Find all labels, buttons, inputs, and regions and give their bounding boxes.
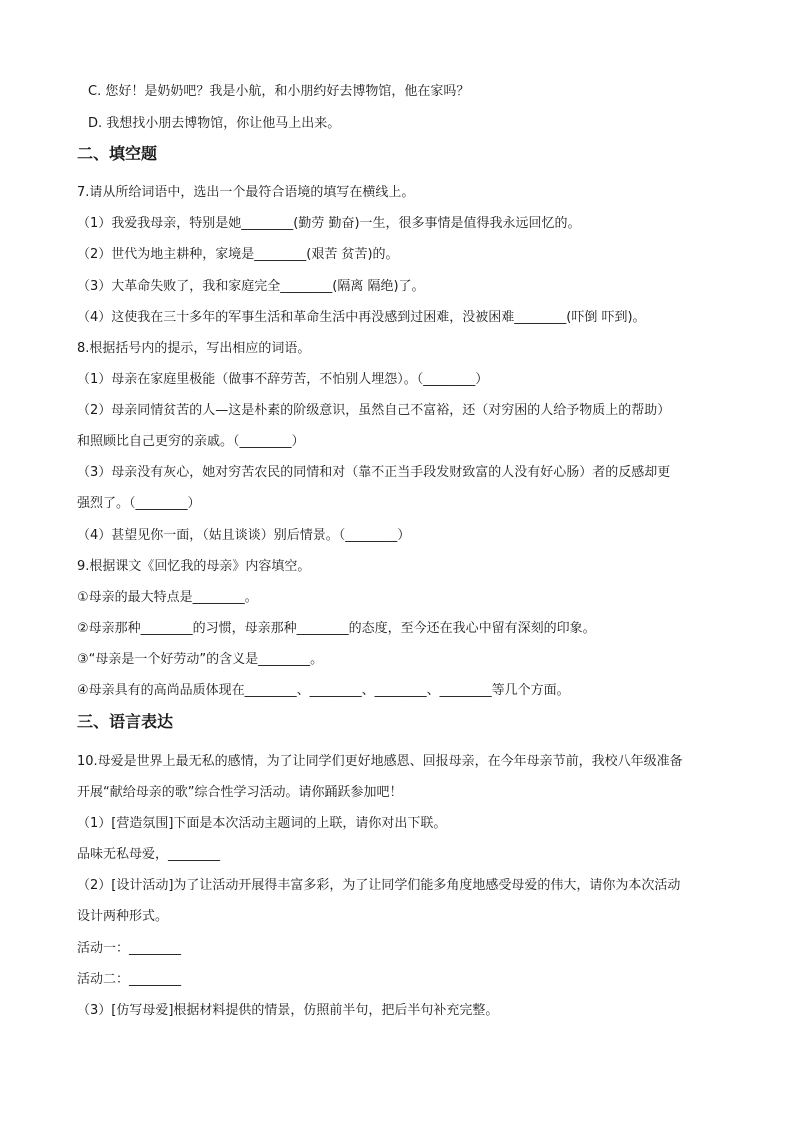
section-heading-language-expression: 三、语言表达 [77,712,174,731]
question-7-stem: 7.请从所给词语中，选出一个最符合语境的填写在横线上。 [77,185,415,200]
question-9-item: ②母亲那种________的习惯，母亲那种________的态度，至今还在我心中留有深刻的印象。 [77,621,596,636]
question-10-part-1-answer: 品味无私母爱，________ [77,847,221,862]
question-9-item: ①母亲的最大特点是________。 [77,590,258,605]
question-7-item: （2）世代为地主耕种，家境是________(艰苦 贫苦)的。 [77,247,399,262]
question-8-item: （1）母亲在家庭里极能（做事不辞劳苦，不怕别人埋怨）。（________） [77,372,489,387]
question-8-stem: 8.根据括号内的提示，写出相应的词语。 [77,341,311,356]
question-9-stem: 9.根据课文《回忆我的母亲》内容填空。 [77,559,311,574]
question-9-item: ③“母亲是一个好劳动”的含义是________。 [77,652,324,667]
question-7-item: （1）我爱我母亲，特别是她________(勤劳 勤奋)一生，很多事情是值得我永远回忆的。 [77,216,581,231]
question-10-part-3: （3）[仿写母爱]根据材料提供的情景，仿照前半句，把后半句补充完整。 [77,1003,499,1018]
question-9-item: ④母亲具有的高尚品质体现在________、________、________、________等几个方面。 [77,683,570,698]
activity-2-answer: 活动二：________ [77,972,182,987]
question-8-item: （2）母亲同情贫苦的人—这是朴素的阶级意识，虽然自己不富裕，还（对穷困的人给予物质上的帮助） [77,403,671,418]
question-8-item: （4）甚望见你一面，（姑且谈谈）别后情景。（________） [77,528,411,543]
question-10-part-2: （2）[设计活动]为了让活动开展得丰富多彩，为了让同学们能多角度地感受母爱的伟大，请你为本次活动 [77,878,681,893]
question-7-item: （3）大革命失败了，我和家庭完全________(隔离 隔绝)了。 [77,279,425,294]
question-10-stem: 10.母爱是世界上最无私的感情，为了让同学们更好地感恩、回报母亲，在今年母亲节前，我校八年级准备 [77,754,683,769]
question-10-part-2-continued: 设计两种形式。 [77,909,169,924]
question-7-item: （4）这使我在三十多年的军事生活和革命生活中再没感到过困难，没被困难________(吓倒 吓到)。 [77,310,646,325]
question-8-item-continued: 强烈了。（________） [77,496,201,511]
option-c: C. 您好！是奶奶吧？我是小航，和小朋约好去博物馆，他在家吗？ [88,84,470,99]
question-10-stem-continued: 开展“献给母亲的歌”综合性学习活动。请你踊跃参加吧！ [77,785,403,800]
activity-1-answer: 活动一：________ [77,941,182,956]
question-10-part-1: （1）[营造氛围]下面是本次活动主题词的上联，请你对出下联。 [77,816,447,831]
question-8-item-continued: 和照顾比自己更穷的亲戚。（________） [77,434,305,449]
option-d: D. 我想找小朋去博物馆，你让他马上出来。 [88,116,341,131]
question-8-item: （3）母亲没有灰心，她对穷苦农民的同情和对（靠不正当手段发财致富的人没有好心肠）者的反感却更 [77,465,671,480]
section-heading-fill-blank: 二、填空题 [77,144,158,163]
